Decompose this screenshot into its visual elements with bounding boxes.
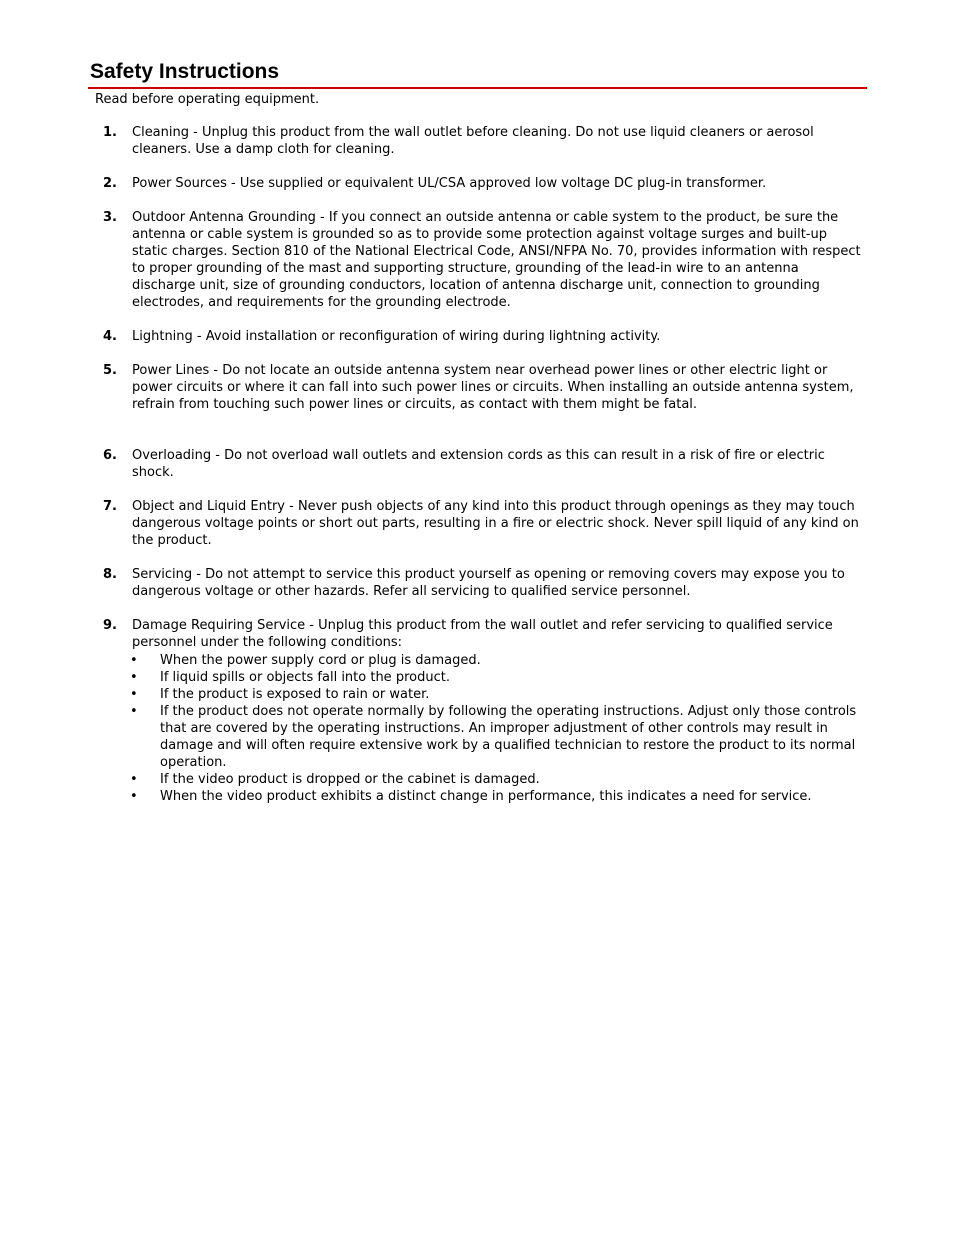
bullet-icon: • [130,704,138,719]
condition-text: When the power supply cord or plug is damaged. [160,653,481,668]
item-text: Power Sources - Use supplied or equivalent UL/CSA approved low voltage DC plug-in transformer. [132,176,767,191]
item-text: Power Lines - Do not locate an outside antenna system near overhead power lines or other electric light or power circuits or where it can fall into such power lines or circuits. When installing an outside antenna system, refrain from touching such power lines or circuits, as contact with them might be fatal. [132,363,854,412]
bullet-icon: • [130,772,138,787]
item-number: 3. [103,210,117,225]
item-text: Object and Liquid Entry - Never push objects of any kind into this product through openings as they may touch dangerous voltage points or short out parts, resulting in a fire or electric shock. Never spill liquid of any kind on the product. [132,499,859,548]
item-number: 6. [103,448,117,463]
condition-text: If the video product is dropped or the cabinet is damaged. [160,772,540,787]
condition-text: If the product does not operate normally by following the operating instructions. Adjust only those controls that are covered by the operating instructions. An improper adjustment of other controls may result in damage and will often require extensive work by a qualified technician to restore the product to its normal operation. [160,704,857,770]
item-number: 9. [103,618,117,633]
item-number: 7. [103,499,117,514]
item-text: Servicing - Do not attempt to service this product yourself as opening or removing covers may expose you to dangerous voltage or other hazards. Refer all servicing to qualified service personnel. [132,567,845,599]
item-text: Lightning - Avoid installation or reconfiguration of wiring during lightning activity. [132,329,661,344]
page-subtitle: Read before operating equipment. [95,92,320,107]
item-number: 4. [103,329,117,344]
item-text: Cleaning - Unplug this product from the wall outlet before cleaning. Do not use liquid cleaners or aerosol cleaners. Use a damp cloth for cleaning. [132,125,814,157]
item-text: Outdoor Antenna Grounding - If you connect an outside antenna or cable system to the product, be sure the antenna or cable system is grounded so as to provide some protection against voltage surges and built-up static charges. Section 810 of the National Electrical Code, ANSI/NFPA No. 70, provides information with respect to proper grounding of the mast and supporting structure, grounding of the lead-in wire to an antenna discharge unit, size of grounding conductors, location of antenna discharge unit, connection to grounding electrodes, and requirements for the grounding electrode. [132,210,861,310]
bullet-icon: • [130,687,138,702]
item-number: 5. [103,363,117,378]
condition-text: If liquid spills or objects fall into the product. [160,670,450,685]
page-title: Safety Instructions [90,60,280,83]
bullet-icon: • [130,653,138,668]
condition-text: When the video product exhibits a distinct change in performance, this indicates a need for service. [160,789,812,804]
item-text: Overloading - Do not overload wall outlets and extension cords as this can result in a risk of fire or electric shock. [132,448,825,480]
item-number: 2. [103,176,117,191]
title-underline [88,87,867,89]
item-text: Damage Requiring Service - Unplug this product from the wall outlet and refer servicing to qualified service personnel under the following conditions: [132,618,833,650]
item-number: 8. [103,567,117,582]
bullet-icon: • [130,789,138,804]
item-number: 1. [103,125,117,140]
bullet-icon: • [130,670,138,685]
condition-text: If the product is exposed to rain or water. [160,687,430,702]
